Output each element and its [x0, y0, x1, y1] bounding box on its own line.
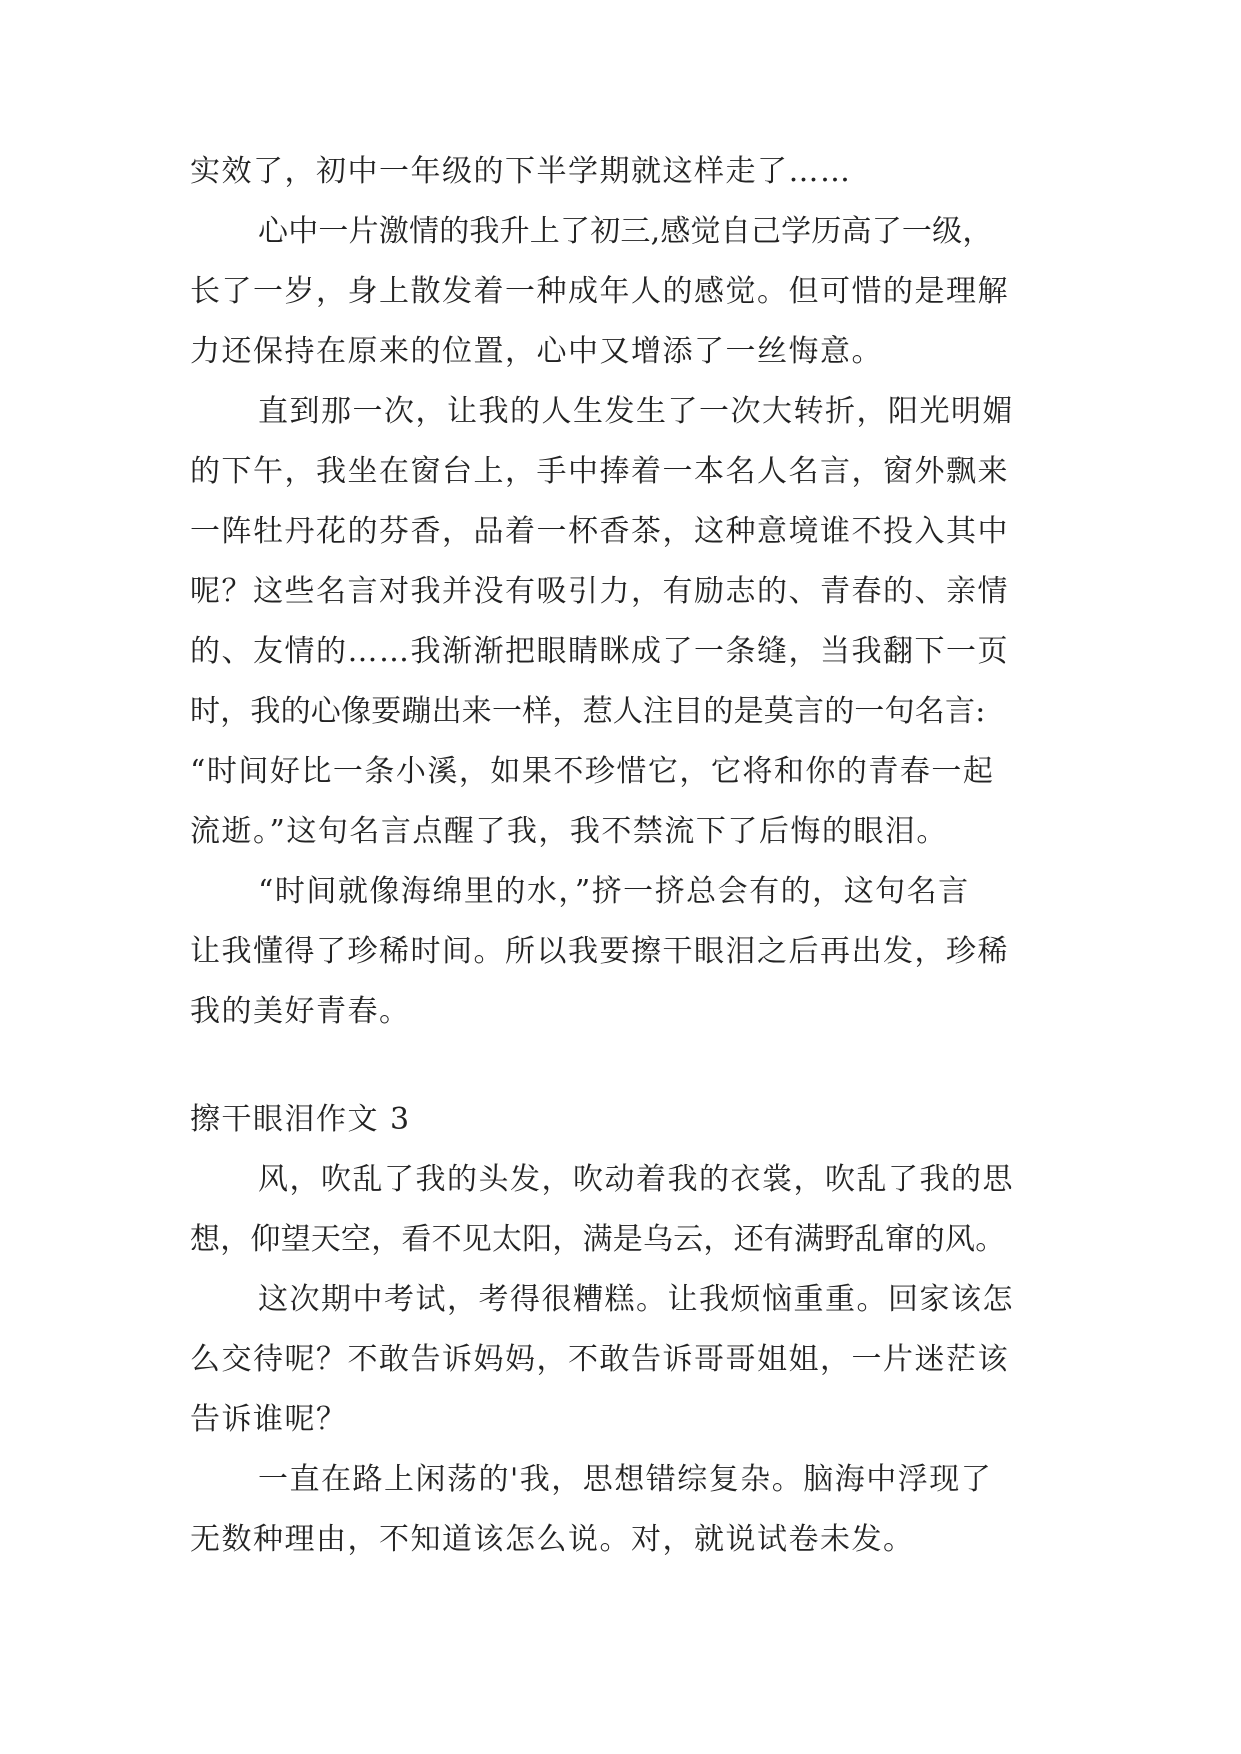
text-line: 力还保持在原来的位置，心中又增添了一丝悔意。	[190, 334, 883, 369]
text-line: 长了一岁，身上散发着一种成年人的感觉。但可惜的是理解	[190, 274, 1009, 309]
text-line: 的、友情的……我渐渐把眼睛眯成了一条缝，当我翻下一页	[190, 634, 1009, 669]
text-line: 实效了，初中一年级的下半学期就这样走了……	[190, 154, 852, 189]
section-heading: 擦干眼泪作文 3	[190, 1102, 411, 1137]
text-line: 的下午，我坐在窗台上，手中捧着一本名人名言，窗外飘来	[190, 454, 1009, 489]
text-line: 无数种理由，不知道该怎么说。对，就说试卷未发。	[190, 1522, 915, 1557]
text-line: 想，仰望天空，看不见太阳，满是乌云，还有满野乱窜的风。	[190, 1222, 1006, 1257]
paragraph-start: “时间就像海绵里的水，”挤一挤总会有的，这句名言	[258, 874, 970, 909]
paragraph-start: 一直在路上闲荡的'我，思想错综复杂。脑海中浮现了	[258, 1462, 993, 1497]
paragraph-start: 这次期中考试，考得很糟糕。让我烦恼重重。回家该怎	[258, 1282, 1014, 1317]
text-line: 么交待呢？不敢告诉妈妈，不敢告诉哥哥姐姐，一片迷茫该	[190, 1342, 1009, 1377]
paragraph-start: 心中一片激情的我升上了初三,感觉自己学历高了一级，	[258, 214, 993, 249]
text-line: 时，我的心像要蹦出来一样，惹人注目的是莫言的一句名言:	[190, 694, 986, 729]
text-line: 我的美好青春。	[190, 994, 411, 1029]
text-line: 流逝。”这句名言点醒了我，我不禁流下了后悔的眼泪。	[190, 814, 948, 849]
text-line: 一阵牡丹花的芬香，品着一杯香茶，这种意境谁不投入其中	[190, 514, 1009, 549]
text-line: 告诉谁呢？	[190, 1402, 348, 1437]
paragraph-start: 直到那一次，让我的人生发生了一次大转折，阳光明媚	[258, 394, 1014, 429]
paragraph-start: 风，吹乱了我的头发，吹动着我的衣裳，吹乱了我的思	[258, 1162, 1014, 1197]
text-line: “时间好比一条小溪，如果不珍惜它，它将和你的青春一起	[190, 754, 995, 789]
text-line: 呢？这些名言对我并没有吸引力，有励志的、青春的、亲情	[190, 574, 1009, 609]
text-line: 让我懂得了珍稀时间。所以我要擦干眼泪之后再出发，珍稀	[190, 934, 1009, 969]
